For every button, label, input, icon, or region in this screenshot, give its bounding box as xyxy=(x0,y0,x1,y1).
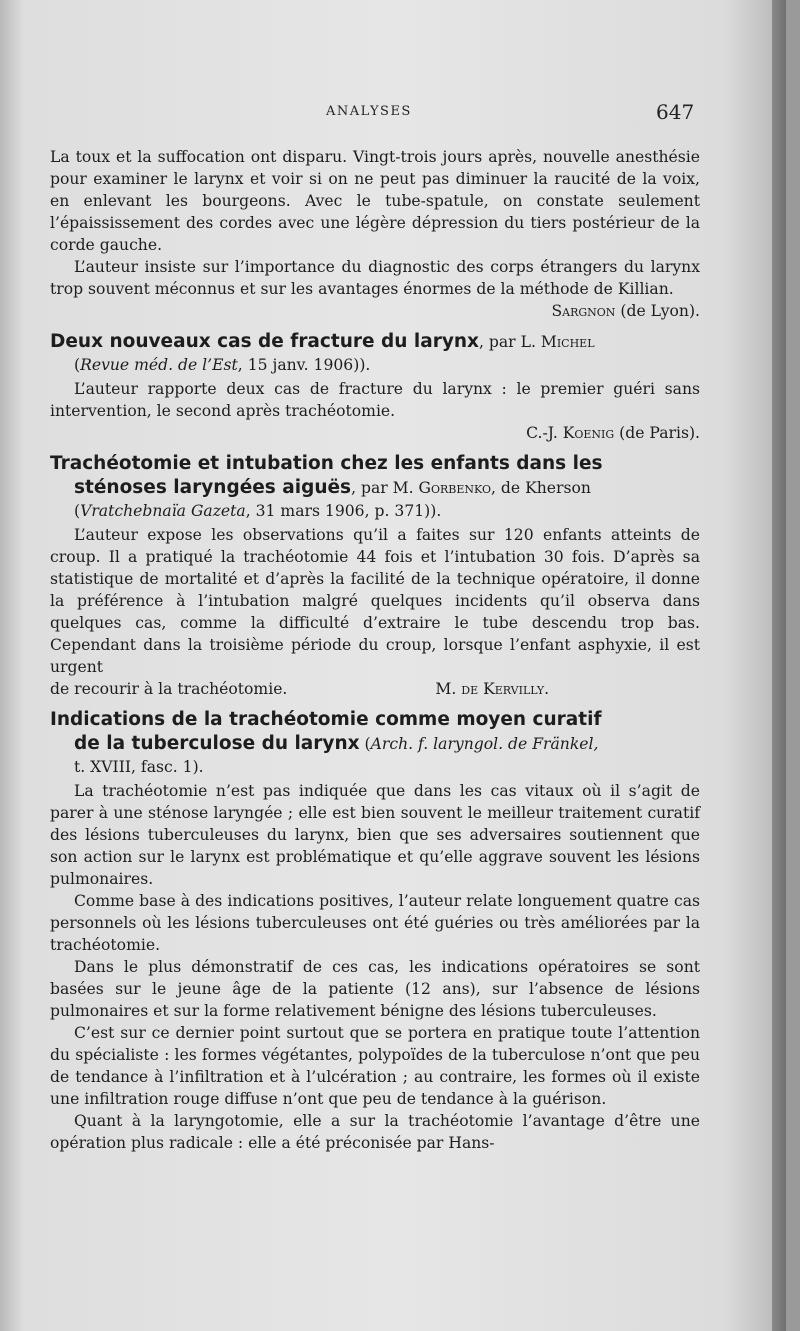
article-title: Indications de la trachéotomie comme moyen curatif xyxy=(50,709,602,730)
article-tracheotomie xyxy=(50,708,700,1154)
article-title-cont: sténoses laryngées aiguës, par M. Gorbenko, de Kherson xyxy=(74,477,591,498)
signature: C.-J. Koenig (de Paris). xyxy=(526,424,700,442)
paragraph: Comme base à des indications positives, l’auteur relate longuement quatre cas personnels où les lésions tuberculeuses ont été guéries ou très améliorées par la trachéotomie. xyxy=(50,892,700,954)
article-citation: (Revue méd. de l’Est, 15 janv. 1906)). xyxy=(74,356,371,374)
page-number: 647 xyxy=(656,100,695,124)
article-michel xyxy=(50,330,700,444)
paragraph: L’auteur expose les observations qu’il a faites sur 120 enfants atteints de croup. Il a pratiqué la trachéotomie 44 fois et l’intubation 30 fois. D’après sa statistique de mortalité et d’après la facilité de la technique opératoire, il donne la préférence à l’intubation malgré quelques incidents qu’il observa dans quelques cas, comme la difficulté d’extraire le tube descendu trop bas. Cependant dans la troisième période du croup, lorsque l’enfant asphyxie, il est urgent xyxy=(50,526,700,676)
paragraph: L’auteur insiste sur l’importance du diagnostic des corps étrangers du larynx trop souvent méconnus et sur les avantages énormes de la méthode de Killian. xyxy=(50,258,700,298)
paragraph: Dans le plus démonstratif de ces cas, les indications opératoires se sont basées sur le jeune âge de la patiente (12 ans), sur l’absence de lésions pulmonaires et sur la forme relativement bénigne des lésions tuberculeuses. xyxy=(50,958,700,1020)
article-title: Deux nouveaux cas de fracture du larynx, par L. Michel xyxy=(50,331,595,352)
article-citation: t. XVIII, fasc. 1). xyxy=(74,758,204,776)
paragraph: Quant à la laryngotomie, elle a sur la trachéotomie l’avantage d’être une opération plus radicale : elle a été préconisée par Hans- xyxy=(50,1112,700,1152)
page-edge-shadow xyxy=(772,0,786,1331)
page-header xyxy=(0,100,786,124)
paragraph: C’est sur ce dernier point surtout que se portera en pratique toute l’attention du spécialiste : les formes végétantes, polypoïdes de la tuberculose n’ont que peu de tendance à l’infiltration et à l’ulcération ; au contraire, les formes où il existe une infiltration rouge diffuse n’ont que peu de tendance à la guérison. xyxy=(50,1024,700,1108)
article-title: Trachéotomie et intubation chez les enfants dans les xyxy=(50,453,603,474)
signature-line: de recourir à la trachéotomie. M. de Kervilly. xyxy=(50,680,550,698)
paragraph: La toux et la suffocation ont disparu. Vingt-trois jours après, nouvelle anesthésie pour examiner le larynx et voir si on ne peut pas diminuer la raucité de la voix, en enlevant les bourgeons. Avec le tube-spatule, on constate seulement l’épaississement des cordes avec une légère dépression du tiers postérieur de la corde gauche. xyxy=(50,148,700,254)
running-head: ANALYSES xyxy=(326,104,412,119)
article-title-cont: de la tuberculose du larynx (Arch. f. laryngol. de Fränkel, xyxy=(74,733,599,754)
paragraph: La trachéotomie n’est pas indiquée que dans les cas vitaux où il s’agit de parer à une sténose laryngée ; elle est bien souvent le meilleur traitement curatif des lésions tuberculeuses du larynx, bien que ses adversaires soutiennent que son action sur le larynx est problématique et qu’elle aggrave souvent les lésions pulmonaires. xyxy=(50,782,700,888)
article-citation: (Vratchebnaïa Gazeta, 31 mars 1906, p. 371)). xyxy=(74,502,442,520)
page-body xyxy=(50,146,700,1154)
signature: Sargnon (de Lyon). xyxy=(551,302,700,320)
paragraph: L’auteur rapporte deux cas de fracture du larynx : le premier guéri sans intervention, le second après trachéotomie. xyxy=(50,380,700,420)
article-gorbenko xyxy=(50,452,700,700)
